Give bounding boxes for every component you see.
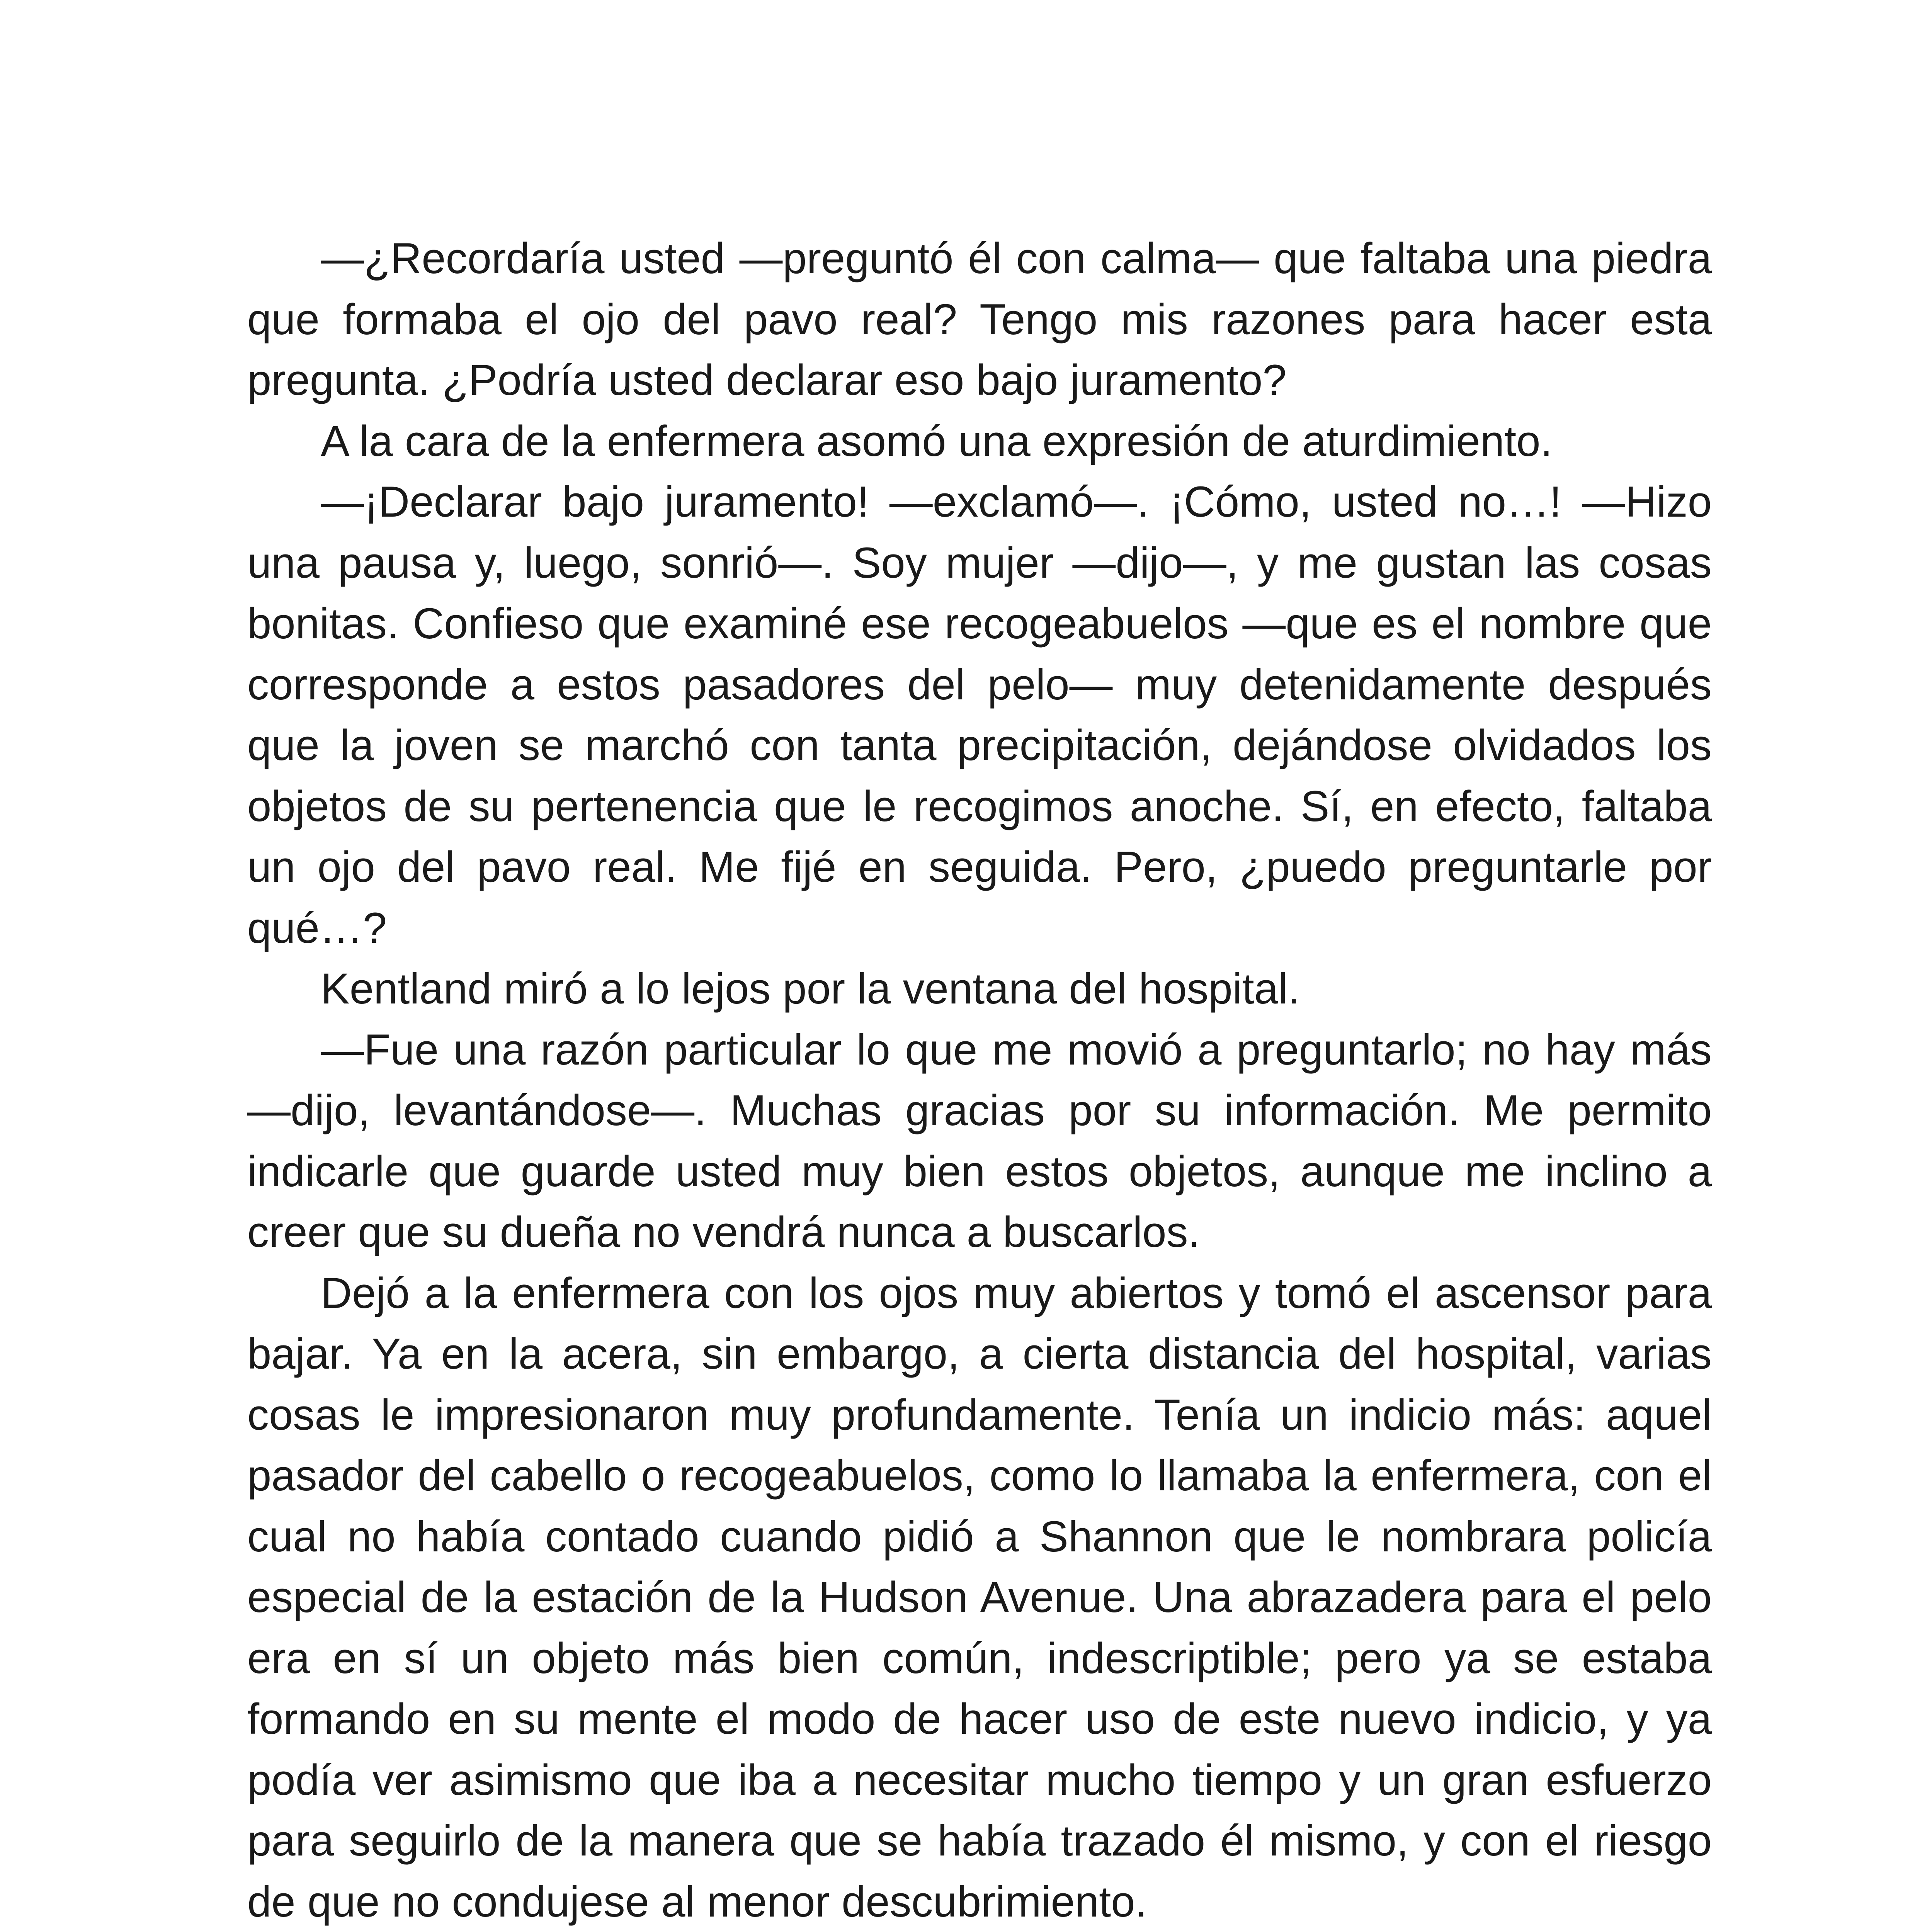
paragraph-1: —¿Recordaría usted —preguntó él con calma— que faltaba una piedra que formaba el ojo del pavo real? Tengo mis razones para hacer esta pregunta. ¿Podría usted declarar eso bajo juramento? — [247, 234, 1712, 404]
body-text — [247, 228, 1712, 1932]
paragraph-2: A la cara de la enfermera asomó una expresión de aturdimiento. — [321, 417, 1553, 465]
paragraph-4: Kentland miró a lo lejos por la ventana del hospital. — [321, 964, 1300, 1013]
paragraph-5: —Fue una razón particular lo que me movió a preguntarlo; no hay más —dijo, levantándose—. Muchas gracias por su información. Me permito indicarle que guarde usted muy bien estos objetos, aunque me inclino a creer que su dueña no vendrá nunca a buscarlos. — [247, 1025, 1712, 1256]
paragraph-3: —¡Declarar bajo juramento! —exclamó—. ¡Cómo, usted no…! —Hizo una pausa y, luego, sonrió—. Soy mujer —dijo—, y me gustan las cosas bonitas. Confieso que examiné ese recogeabuelos —que es el nombre que corresponde a estos pasadores del pelo— muy detenidamente después que la joven se marchó con tanta precipitación, dejándose olvidados los objetos de su pertenencia que le recogimos anoche. Sí, en efecto, faltaba un ojo del pavo real. Me fijé en seguida. Pero, ¿puedo preguntarle por qué…? — [247, 478, 1712, 952]
paragraph-6: Dejó a la enfermera con los ojos muy abiertos y tomó el ascensor para bajar. Ya en la acera, sin embargo, a cierta distancia del hospital, varias cosas le impresionaron muy profundamente. Tenía un indicio más: aquel pasador del cabello o recogeabuelos, como lo llamaba la enfermera, con el cual no había contado cuando pidió a Shannon que le nombrara policía especial de la estación de la Hudson Avenue. Una abrazadera para el pelo era en sí un objeto más bien común, indescriptible; pero ya se estaba formando en su mente el modo de hacer uso de este nuevo indicio, y ya podía ver asimismo que iba a necesitar mucho tiempo y un gran esfuerzo para seguirlo de la manera que se había trazado él mismo, y con el riesgo de que no condujese al menor descubrimiento. — [247, 1269, 1712, 1926]
